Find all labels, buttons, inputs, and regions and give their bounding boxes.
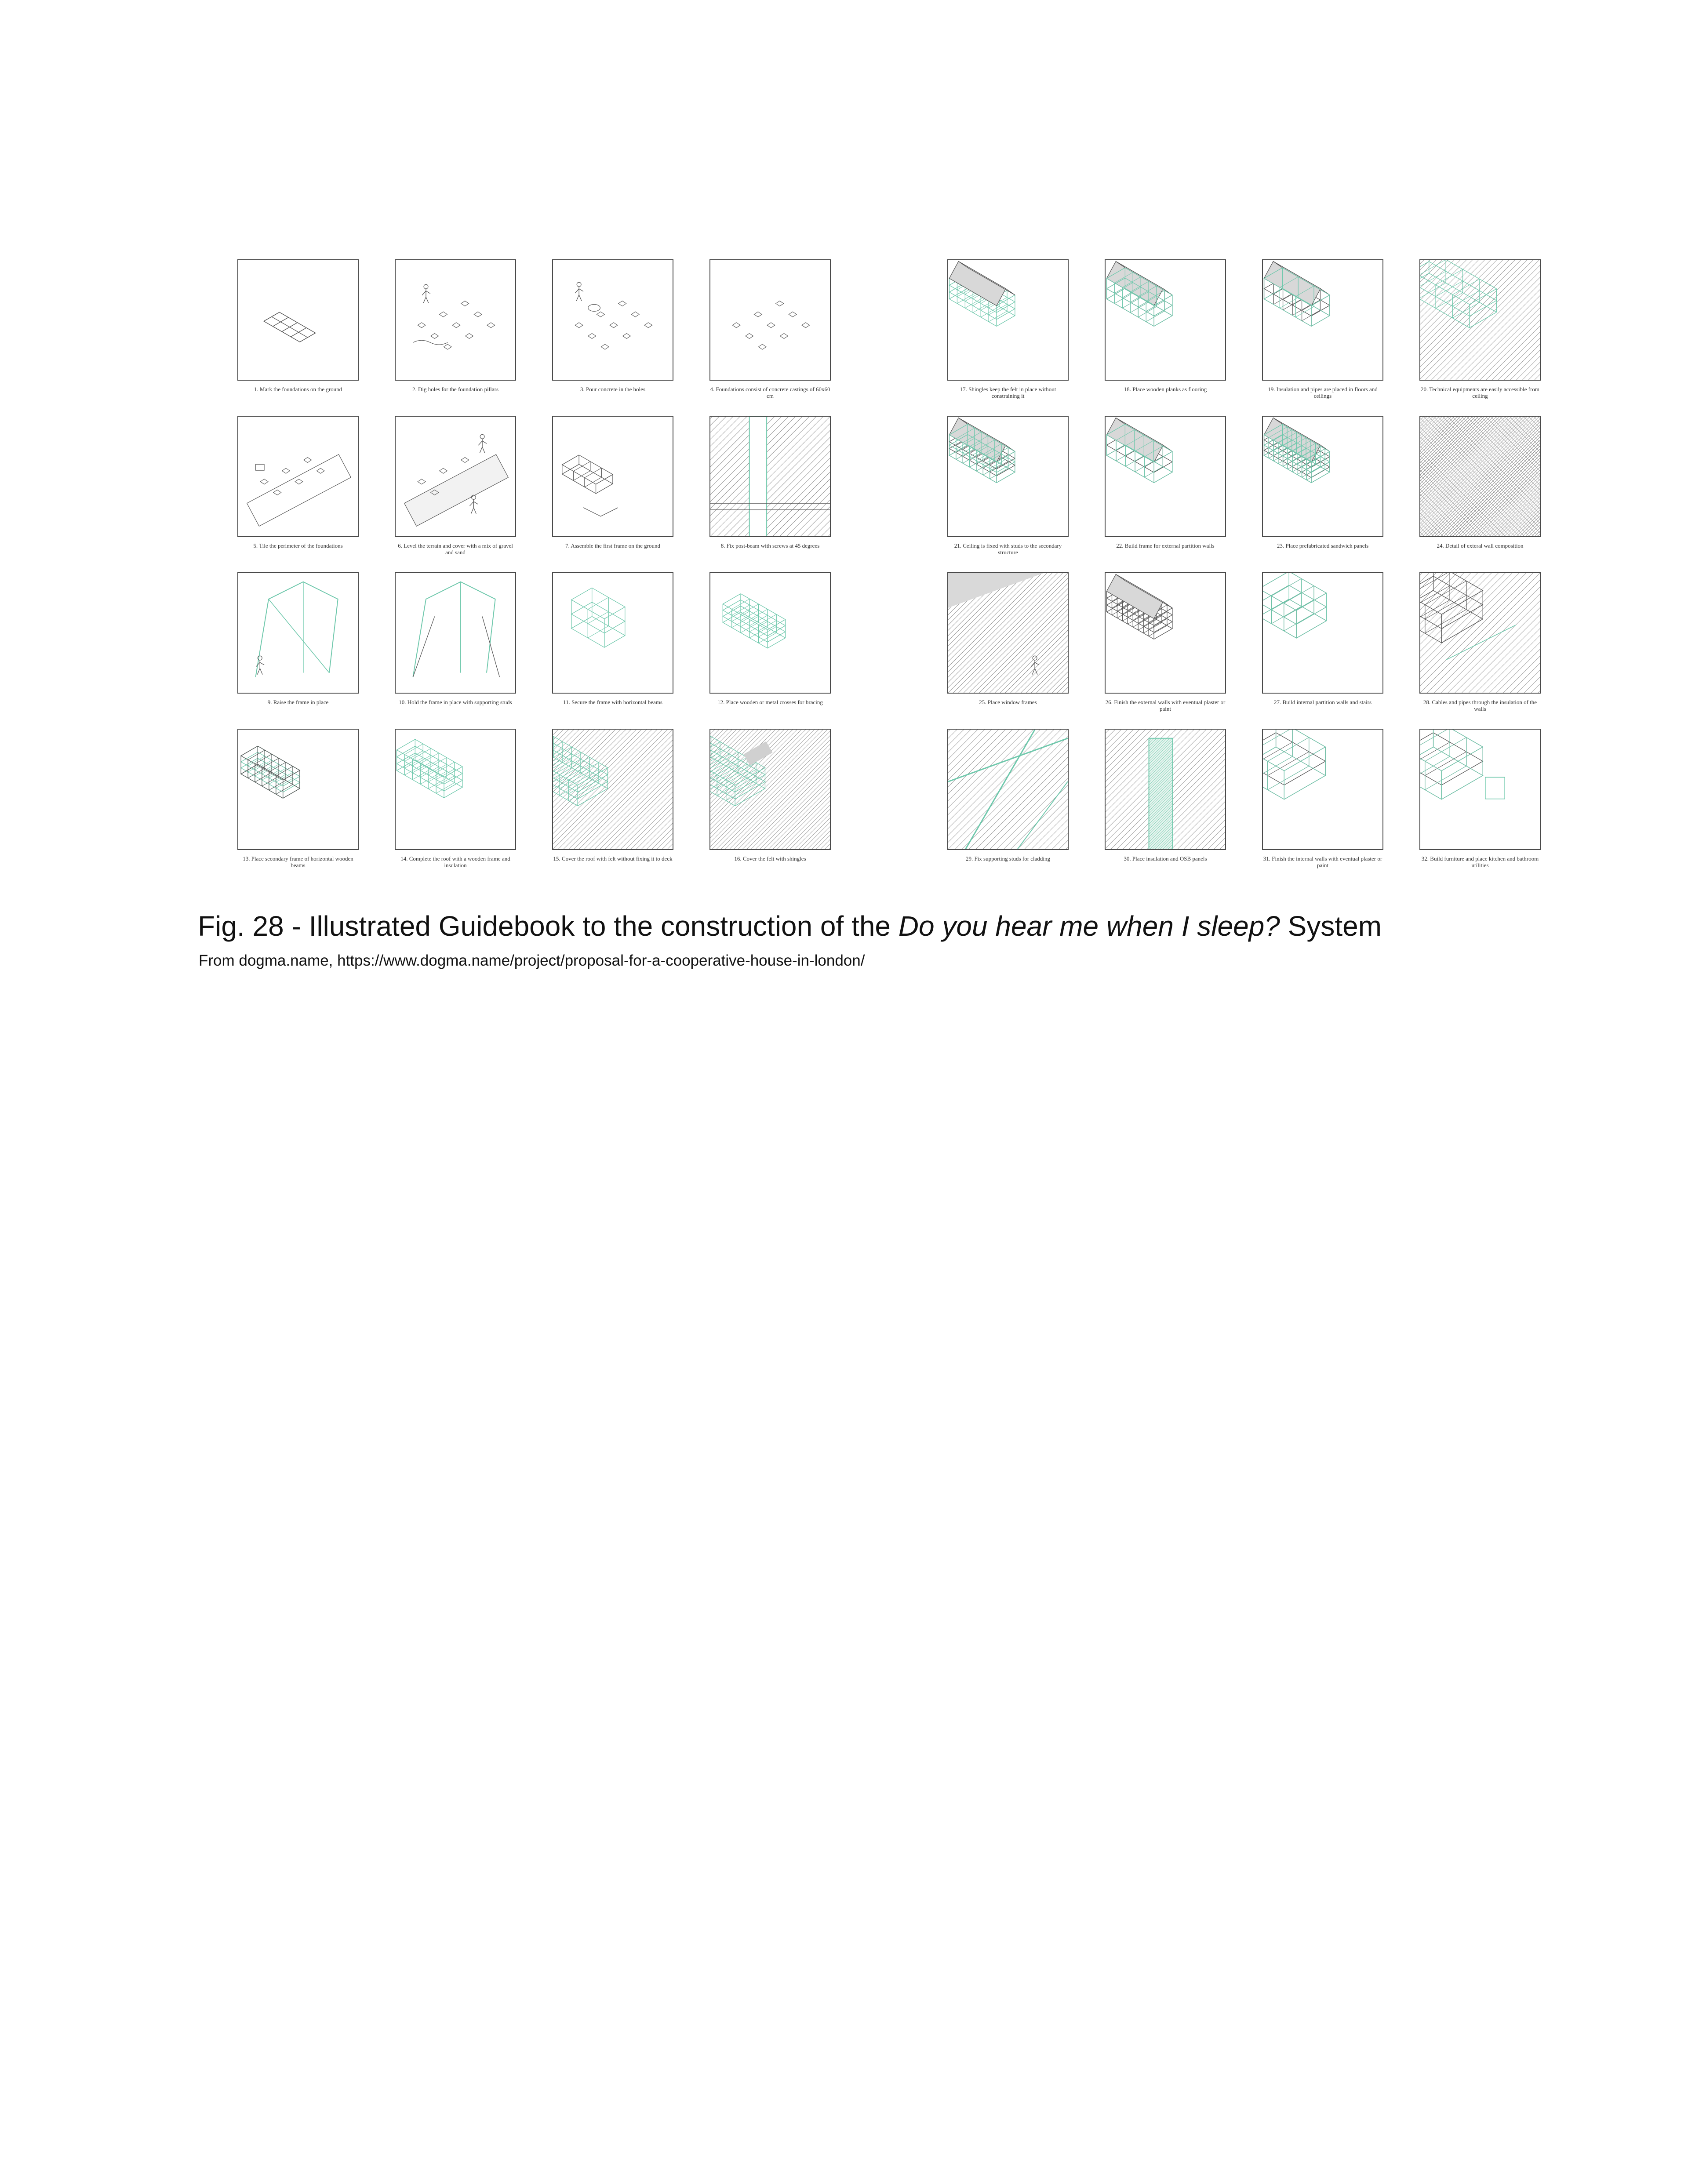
foundation-grid-drawing: [237, 259, 359, 381]
step-caption: 26. Finish the external walls with eventual plaster or paint: [1105, 699, 1226, 712]
step-18: [1105, 259, 1226, 392]
house-shingles-drawing: [947, 259, 1069, 381]
step-caption: 25. Place window frames: [979, 699, 1037, 705]
step-3: [552, 259, 673, 392]
step-7: [552, 416, 673, 549]
step-4: [709, 259, 831, 399]
step-16: [709, 729, 831, 862]
secondary-frame-drawing: [237, 729, 359, 850]
step-24: [1419, 416, 1541, 549]
step-caption: 13. Place secondary frame of horizontal wooden beams: [243, 855, 353, 869]
step-caption: 2. Dig holes for the foundation pillars: [412, 386, 499, 392]
step-caption: 1. Mark the foundations on the ground: [254, 386, 342, 392]
step-caption: 7. Assemble the first frame on the ground: [565, 542, 660, 549]
caption-suffix: System: [1280, 910, 1382, 942]
step-caption: 14. Complete the roof with a wooden frame and insulation: [400, 855, 510, 869]
step-caption: 4. Foundations consist of concrete castings of 60x60 cm: [710, 386, 830, 399]
step-28: [1419, 572, 1541, 712]
post-beam-detail-drawing: [709, 416, 831, 537]
figure-caption: [198, 910, 1382, 942]
tiling-drawing: [237, 416, 359, 537]
step-caption: 9. Raise the frame in place: [267, 699, 329, 705]
step-1: [237, 259, 359, 392]
cables-pipes-drawing: [1419, 572, 1541, 694]
step-17: [947, 259, 1069, 399]
step-26: [1105, 572, 1226, 712]
caption-prefix: Fig. 28 - Illustrated Guidebook to the construction of the: [198, 910, 899, 942]
step-caption: 15. Cover the roof with felt without fixing it to deck: [553, 855, 673, 862]
step-25: [947, 572, 1069, 705]
step-12: [709, 572, 831, 705]
step-caption: 5. Tile the perimeter of the foundations: [253, 542, 343, 549]
step-8: [709, 416, 831, 549]
roof-frame-drawing: [395, 729, 516, 850]
figure-source: From dogma.name, https://www.dogma.name/project/proposal-for-a-cooperative-house-in-london/: [199, 952, 865, 969]
step-32: [1419, 729, 1541, 869]
step-30: [1105, 729, 1226, 862]
step-caption: 29. Fix supporting studs for cladding: [965, 855, 1051, 862]
shingles-drawing: [709, 729, 831, 850]
step-13: [237, 729, 359, 869]
flooring-drawing: [1105, 259, 1226, 381]
step-29: [947, 729, 1069, 862]
step-19: [1262, 259, 1383, 399]
wall-detail-drawing: [1419, 416, 1541, 537]
step-9: [237, 572, 359, 705]
step-5: [237, 416, 359, 549]
digging-drawing: [395, 259, 516, 381]
step-caption: 19. Insulation and pipes are placed in floors and ceilings: [1268, 386, 1378, 399]
horizontal-beams-drawing: [552, 572, 673, 694]
step-caption: 16. Cover the felt with shingles: [734, 855, 806, 862]
step-caption: 21. Ceiling is fixed with studs to the secondary structure: [954, 542, 1062, 556]
step-caption: 31. Finish the internal walls with eventual plaster or paint: [1263, 855, 1382, 869]
step-caption: 22. Build frame for external partition walls: [1116, 542, 1215, 549]
supporting-studs-drawing: [395, 572, 516, 694]
external-finish-drawing: [1105, 572, 1226, 694]
internal-partition-drawing: [1262, 572, 1383, 694]
concrete-castings-drawing: [709, 259, 831, 381]
internal-finish-drawing: [1262, 729, 1383, 850]
step-11: [552, 572, 673, 705]
step-caption: 20. Technical equipments are easily accessible from ceiling: [1421, 386, 1539, 399]
insulation-pipes-drawing: [1262, 259, 1383, 381]
pouring-concrete-drawing: [552, 259, 673, 381]
ceiling-studs-drawing: [947, 416, 1069, 537]
osb-panels-drawing: [1105, 729, 1226, 850]
raise-frame-drawing: [237, 572, 359, 694]
step-21: [947, 416, 1069, 556]
caption-title: Do you hear me when I sleep?: [898, 910, 1280, 942]
step-10: [395, 572, 516, 705]
step-caption: 8. Fix post-beam with screws at 45 degrees: [720, 542, 820, 549]
step-20: [1419, 259, 1541, 399]
step-caption: 30. Place insulation and OSB panels: [1124, 855, 1207, 862]
bracing-drawing: [709, 572, 831, 694]
step-caption: 32. Build furniture and place kitchen and bathroom utilities: [1421, 855, 1539, 869]
ceiling-access-drawing: [1419, 259, 1541, 381]
step-caption: 17. Shingles keep the felt in place without constraining it: [960, 386, 1056, 399]
step-caption: 3. Pour concrete in the holes: [580, 386, 645, 392]
step-caption: 6. Level the terrain and cover with a mix of gravel and sand: [398, 542, 513, 556]
step-27: [1262, 572, 1383, 705]
step-14: [395, 729, 516, 869]
step-caption: 27. Build internal partition walls and stairs: [1273, 699, 1372, 705]
leveling-drawing: [395, 416, 516, 537]
sandwich-panels-drawing: [1262, 416, 1383, 537]
step-caption: 28. Cables and pipes through the insulation of the walls: [1423, 699, 1537, 712]
step-2: [395, 259, 516, 392]
frame-assembly-drawing: [552, 416, 673, 537]
roof-felt-drawing: [552, 729, 673, 850]
step-caption: 12. Place wooden or metal crosses for bracing: [717, 699, 823, 705]
external-partition-drawing: [1105, 416, 1226, 537]
step-23: [1262, 416, 1383, 549]
step-6: [395, 416, 516, 556]
window-frames-drawing: [947, 572, 1069, 694]
step-31: [1262, 729, 1383, 869]
step-15: [552, 729, 673, 862]
step-caption: 23. Place prefabricated sandwich panels: [1277, 542, 1369, 549]
furniture-drawing: [1419, 729, 1541, 850]
step-22: [1105, 416, 1226, 549]
step-caption: 18. Place wooden planks as flooring: [1124, 386, 1207, 392]
step-caption: 10. Hold the frame in place with supporting studs: [399, 699, 512, 705]
step-caption: 11. Secure the frame with horizontal beams: [563, 699, 662, 705]
step-caption: 24. Detail of exteral wall composition: [1437, 542, 1524, 549]
cladding-studs-drawing: [947, 729, 1069, 850]
